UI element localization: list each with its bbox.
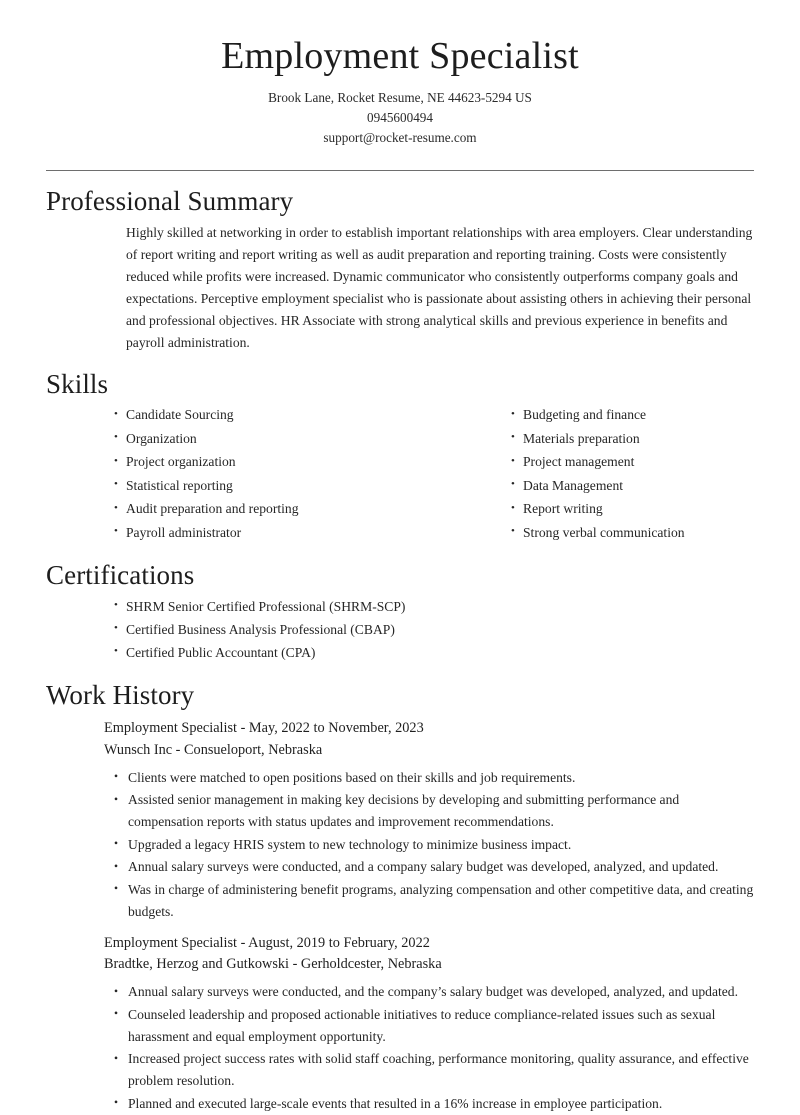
section-title-skills: Skills bbox=[46, 368, 109, 399]
job-bullet-list bbox=[114, 767, 754, 923]
section-title-professional-summary: Professional Summary bbox=[46, 186, 294, 217]
list-item: • Materials preparation bbox=[511, 428, 754, 450]
job-company-and-location: Wunsch Inc - Consueloport, Nebraska bbox=[104, 741, 323, 758]
skills-list-left bbox=[114, 404, 434, 544]
list-item: • Report writing bbox=[511, 498, 754, 520]
list-item: • Project management bbox=[511, 451, 754, 473]
contact-email: support@rocket-resume.com bbox=[323, 129, 477, 145]
contact-phone: 0945600494 bbox=[367, 109, 433, 125]
certifications-list bbox=[114, 596, 754, 664]
list-item: • Certified Business Analysis Professional (CBAP) bbox=[114, 619, 754, 641]
job-title-and-dates: Employment Specialist - May, 2022 to November, 2023 bbox=[104, 720, 424, 737]
list-item: • Project organization bbox=[114, 451, 434, 473]
job-bullets bbox=[104, 975, 754, 1115]
list-item: • Annual salary surveys were conducted, and the company’s salary budget was developed, analyzed, and updated. bbox=[114, 981, 754, 1003]
list-item: • Audit preparation and reporting bbox=[114, 498, 434, 520]
work-history-entry bbox=[46, 718, 754, 922]
list-item: • Planned and executed large-scale events that resulted in a 16% increase in employee participation. bbox=[114, 1093, 754, 1115]
list-item: • Assisted senior management in making key decisions by developing and submitting performance and compensation reports with status updates and improvement recommendations. bbox=[114, 789, 754, 833]
job-title-and-dates: Employment Specialist - August, 2019 to February, 2022 bbox=[104, 934, 430, 951]
list-item: • Counseled leadership and proposed actionable initiatives to reduce compliance-related issues such as sexual harassment and equal employment opportunity. bbox=[114, 1004, 754, 1048]
job-bullets bbox=[104, 761, 754, 923]
professional-summary-body bbox=[46, 219, 754, 354]
list-item: • Payroll administrator bbox=[114, 522, 434, 544]
skills-columns bbox=[46, 401, 754, 545]
list-item: • Strong verbal communication bbox=[511, 522, 754, 544]
list-item: • Data Management bbox=[511, 475, 754, 497]
skills-list-right bbox=[511, 404, 754, 544]
list-item: • Organization bbox=[114, 428, 434, 450]
list-item: • Clients were matched to open positions based on their skills and job requirements. bbox=[114, 767, 754, 789]
work-history-body bbox=[46, 712, 754, 1114]
section-title-work-history: Work History bbox=[46, 679, 195, 710]
contact-address: Brook Lane, Rocket Resume, NE 44623-5294 US bbox=[268, 89, 532, 105]
job-bullet-list bbox=[114, 981, 754, 1115]
section-skills bbox=[46, 354, 754, 546]
list-item: • Statistical reporting bbox=[114, 475, 434, 497]
section-title-certifications: Certifications bbox=[46, 560, 195, 591]
list-item: • Increased project success rates with solid staff coaching, performance monitoring, quality assurance, and effective problem resolution. bbox=[114, 1048, 754, 1092]
contact-block bbox=[46, 88, 754, 148]
skills-column-left bbox=[114, 404, 434, 545]
job-company-and-location: Bradtke, Herzog and Gutkowski - Gerholdcester, Nebraska bbox=[104, 956, 442, 973]
candidate-name: Employment Specialist bbox=[221, 35, 579, 77]
section-professional-summary bbox=[46, 171, 754, 354]
section-certifications bbox=[46, 545, 754, 664]
skills-column-right bbox=[434, 404, 754, 545]
list-item: • Upgraded a legacy HRIS system to new technology to minimize business impact. bbox=[114, 834, 754, 856]
list-item: • Was in charge of administering benefit programs, analyzing compensation and other competitive data, and creating budgets. bbox=[114, 879, 754, 923]
resume-header bbox=[46, 34, 754, 158]
list-item: • Annual salary surveys were conducted, and a company salary budget was developed, analyzed, and updated. bbox=[114, 856, 754, 878]
list-item: • Candidate Sourcing bbox=[114, 404, 434, 426]
list-item: • SHRM Senior Certified Professional (SHRM-SCP) bbox=[114, 596, 754, 618]
professional-summary-text: Highly skilled at networking in order to establish important relationships with area employers. Clear understanding of report writing and report writing as well as audit preparation and reporting training. Costs were consistently reduced while profits were increased. Dynamic communicator who consistently outperforms company goals and expectations. Perceptive employment specialist who is passionate about assisting others in achieving their personal and professional objectives. HR Associate with strong analytical skills and previous experience in benefits and payroll administration. bbox=[126, 224, 753, 350]
list-item: • Certified Public Accountant (CPA) bbox=[114, 642, 754, 664]
list-item: • Budgeting and finance bbox=[511, 404, 754, 426]
section-work-history bbox=[46, 665, 754, 1115]
certifications-body bbox=[46, 593, 754, 664]
work-history-entry bbox=[46, 933, 754, 1115]
